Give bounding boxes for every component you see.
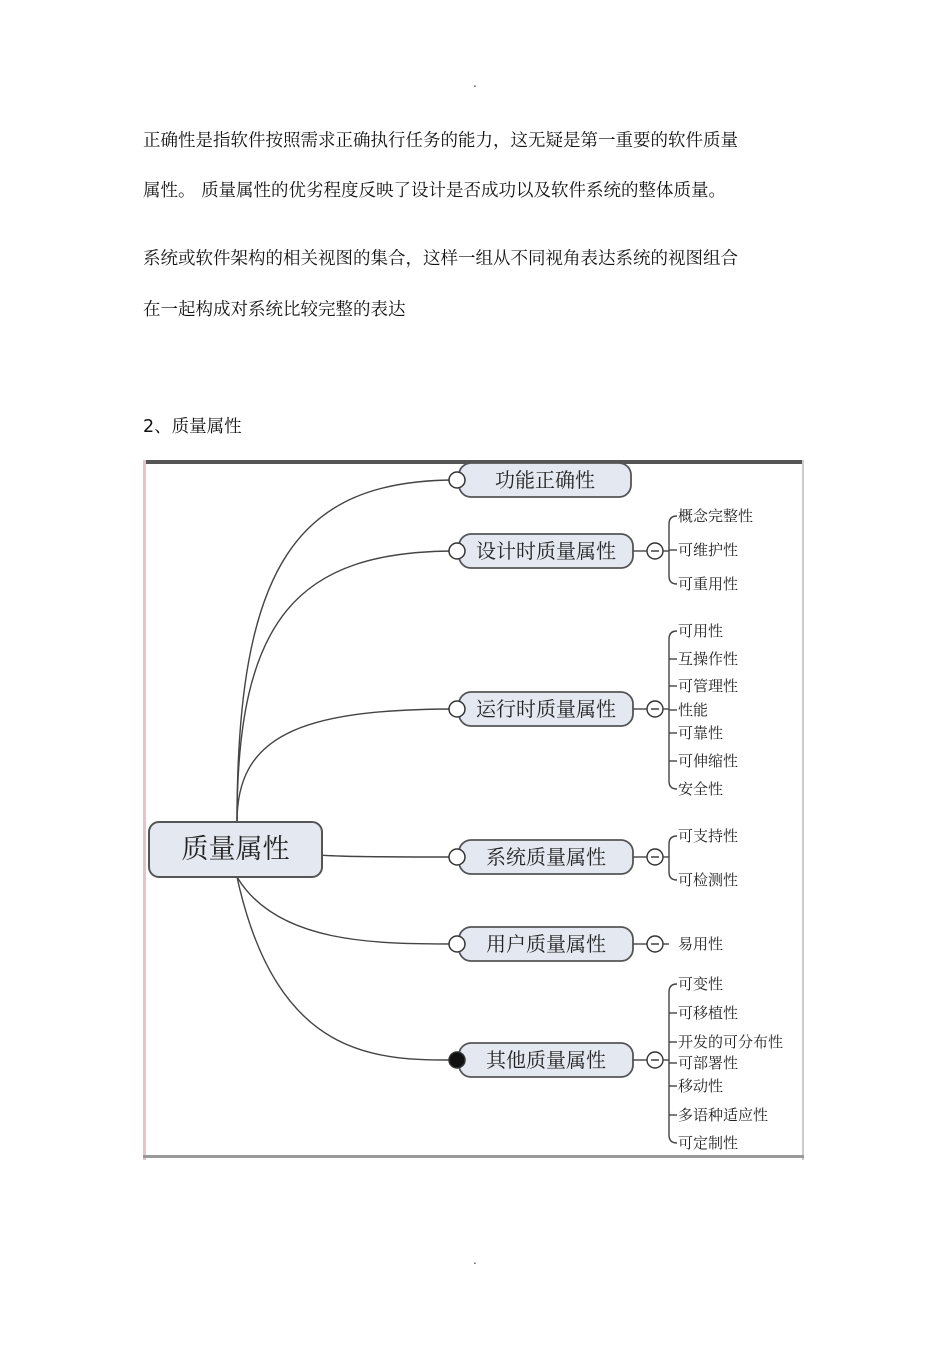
branch-node-label-4: 用户质量属性: [486, 932, 606, 956]
root-node-label: 质量属性: [181, 834, 290, 865]
connector-5: [237, 877, 456, 1060]
leaf-label-5-6: 可定制性: [678, 1134, 739, 1152]
paragraph-2-line-2: 在一起构成对系统比较完整的表达: [143, 300, 406, 320]
connector-3: [311, 850, 456, 857]
paragraph-1-line-2: 属性。 质量属性的优劣程度反映了设计是否成功以及软件系统的整体质量。: [143, 181, 727, 201]
branch-marker-0: [449, 472, 465, 488]
leaf-label-5-2: 开发的可分布性: [678, 1033, 784, 1051]
section-heading: 2、质量属性: [143, 417, 242, 437]
branch-marker-2: [449, 701, 465, 717]
leaf-label-5-1: 可移植性: [678, 1004, 739, 1022]
child-spine-3: [669, 836, 677, 880]
branch-node-label-3: 系统质量属性: [486, 845, 606, 869]
connector-2: [237, 709, 456, 822]
mindmap-figure: [143, 460, 804, 1160]
paragraph-2-line-1: 系统或软件架构的相关视图的集合，这样一组从不同视角表达系统的视图组合: [143, 249, 738, 269]
leaf-label-3-0: 可支持性: [678, 827, 739, 845]
branch-marker-3: [449, 849, 465, 865]
leaf-label-1-0: 概念完整性: [678, 507, 754, 525]
connector-4: [237, 877, 456, 944]
leaf-label-2-3: 性能: [678, 701, 709, 719]
leaf-label-5-5: 多语种适应性: [678, 1106, 769, 1124]
leaf-label-5-3: 可部署性: [678, 1054, 739, 1072]
branch-marker-1: [449, 543, 465, 559]
leaf-label-4-0: 易用性: [678, 935, 724, 953]
paragraph-1-line-1: 正确性是指软件按照需求正确执行任务的能力，这无疑是第一重要的软件质量: [143, 131, 738, 151]
branch-node-label-2: 运行时质量属性: [476, 697, 616, 721]
leaf-label-2-0: 可用性: [678, 622, 724, 640]
leaf-label-2-1: 互操作性: [678, 650, 739, 668]
leaf-label-2-4: 可靠性: [678, 724, 724, 742]
page-marker-top: .: [473, 76, 477, 90]
leaf-label-2-6: 安全性: [678, 780, 724, 798]
leaf-label-1-2: 可重用性: [678, 575, 739, 593]
connector-0: [237, 480, 456, 822]
branch-node-label-0: 功能正确性: [495, 468, 595, 492]
leaf-label-5-0: 可变性: [678, 975, 724, 993]
branch-marker-5: [449, 1052, 465, 1068]
leaf-label-3-1: 可检测性: [678, 871, 739, 889]
leaf-label-1-1: 可维护性: [678, 541, 739, 559]
leaf-label-5-4: 移动性: [678, 1077, 724, 1095]
leaf-label-2-5: 可伸缩性: [678, 752, 739, 770]
connector-1: [237, 551, 456, 822]
leaf-label-2-2: 可管理性: [678, 677, 739, 695]
branch-node-label-1: 设计时质量属性: [476, 539, 616, 563]
page-marker-bottom: .: [473, 1253, 477, 1267]
branch-marker-4: [449, 936, 465, 952]
branch-node-label-5: 其他质量属性: [486, 1048, 606, 1072]
mindmap-diagram: [143, 460, 804, 1160]
